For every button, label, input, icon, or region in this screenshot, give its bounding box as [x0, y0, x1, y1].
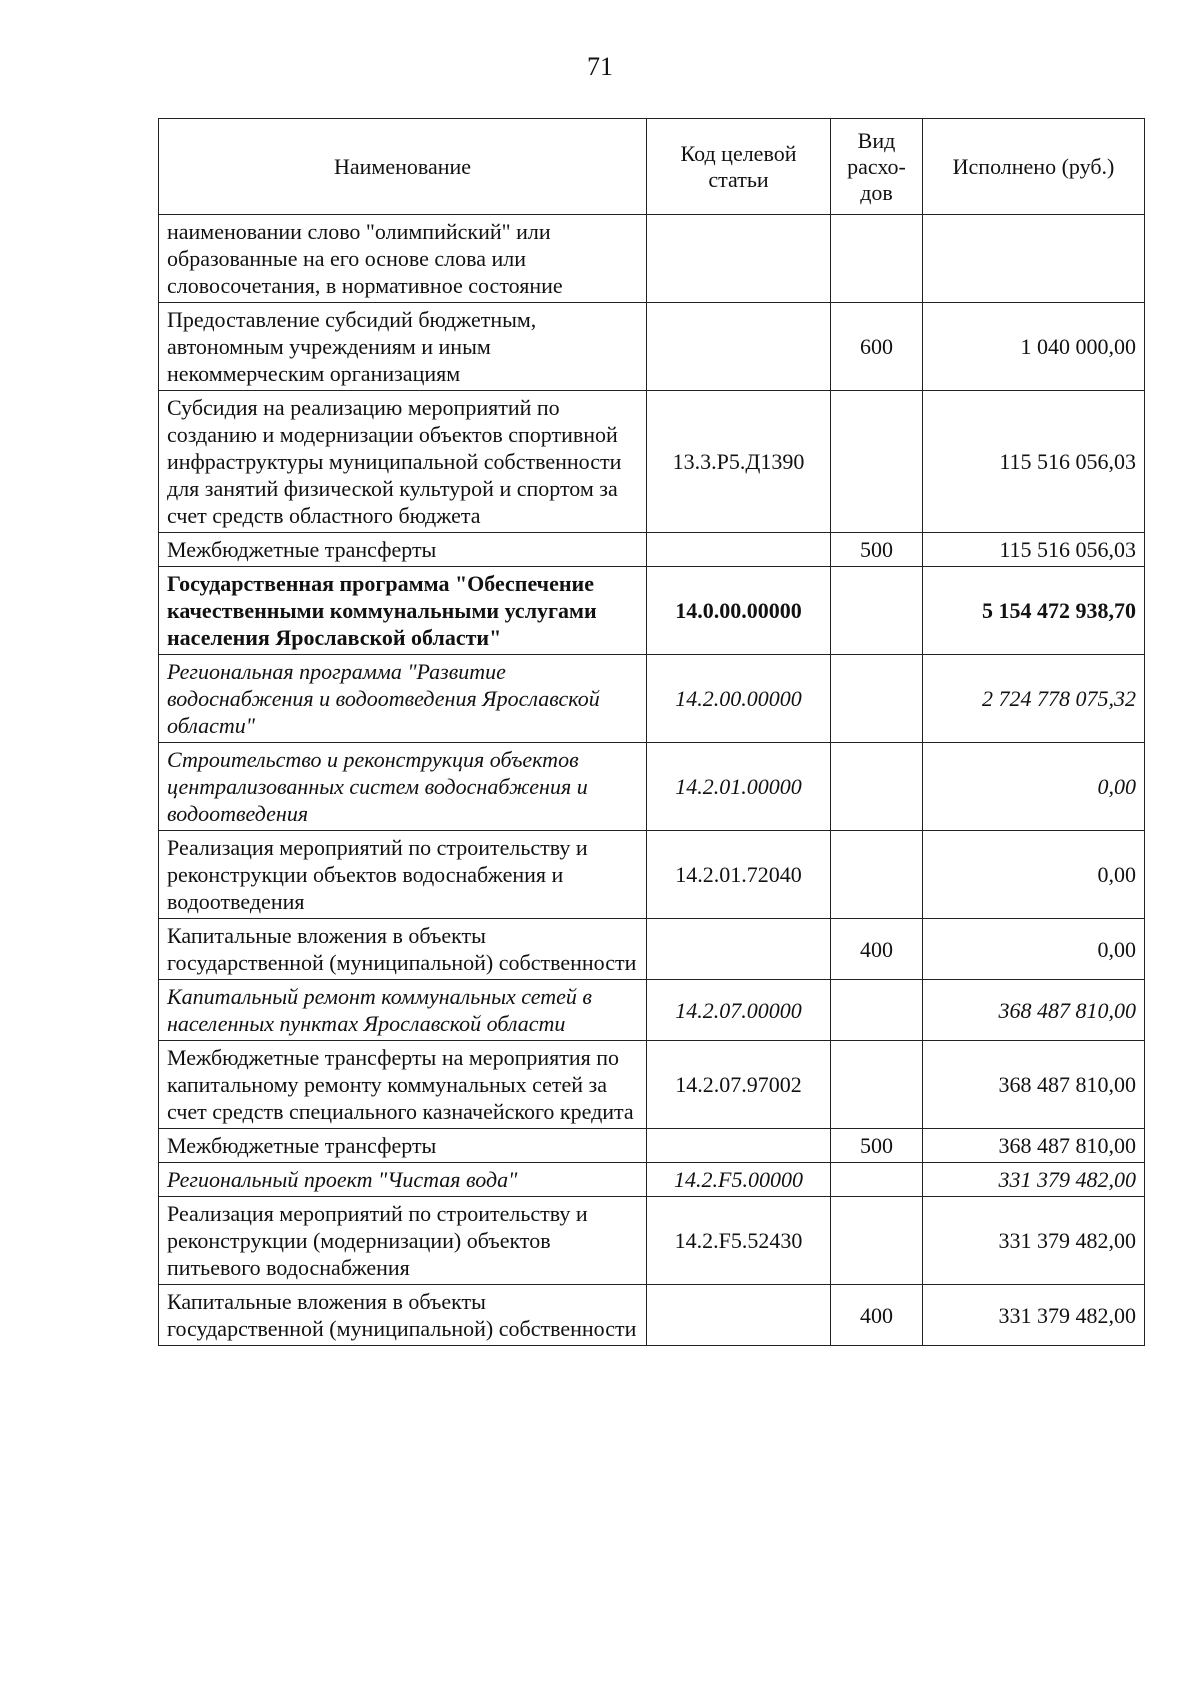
row-kind — [831, 831, 923, 919]
table-row — [159, 919, 1145, 980]
table-row — [159, 1129, 1145, 1163]
row-kind — [831, 743, 923, 831]
page-number: 71 — [587, 52, 613, 81]
row-amount: 0,00 — [923, 831, 1145, 919]
table-header-row — [159, 119, 1145, 215]
header-code: Код целевой статьи — [647, 119, 831, 215]
table-row — [159, 533, 1145, 567]
table-row — [159, 655, 1145, 743]
row-code — [647, 533, 831, 567]
row-amount: 0,00 — [923, 919, 1145, 980]
row-amount: 368 487 810,00 — [923, 1041, 1145, 1129]
table-row — [159, 303, 1145, 391]
row-code: 14.2.F5.52430 — [647, 1197, 831, 1285]
row-code — [647, 1129, 831, 1163]
row-amount: 368 487 810,00 — [923, 1129, 1145, 1163]
table-row — [159, 1163, 1145, 1197]
row-amount: 1 040 000,00 — [923, 303, 1145, 391]
row-name: Региональная программа "Развитие водоснабжения и водоотведения Ярославской области" — [159, 655, 647, 743]
row-amount: 331 379 482,00 — [923, 1197, 1145, 1285]
table-row — [159, 1197, 1145, 1285]
table-row — [159, 980, 1145, 1041]
row-kind — [831, 1041, 923, 1129]
row-amount: 115 516 056,03 — [923, 391, 1145, 533]
row-code: 14.2.07.97002 — [647, 1041, 831, 1129]
table-row — [159, 215, 1145, 303]
row-code: 14.0.00.00000 — [647, 567, 831, 655]
table-row — [159, 567, 1145, 655]
table-row — [159, 1285, 1145, 1346]
row-kind — [831, 215, 923, 303]
header-name: Наименование — [159, 119, 647, 215]
row-amount — [923, 215, 1145, 303]
row-amount: 2 724 778 075,32 — [923, 655, 1145, 743]
row-name: Строительство и реконструкция объектов централизованных систем водоснабжения и водоотведения — [159, 743, 647, 831]
row-code — [647, 215, 831, 303]
row-code: 14.2.F5.00000 — [647, 1163, 831, 1197]
row-code — [647, 303, 831, 391]
row-kind — [831, 567, 923, 655]
row-name: Капитальные вложения в объекты государственной (муниципальной) собственности — [159, 919, 647, 980]
row-code: 13.3.Р5.Д1390 — [647, 391, 831, 533]
row-name: Государственная программа "Обеспечение качественными коммунальными услугами населения Ярославской области" — [159, 567, 647, 655]
row-amount: 368 487 810,00 — [923, 980, 1145, 1041]
row-code: 14.2.01.00000 — [647, 743, 831, 831]
row-name: Субсидия на реализацию мероприятий по созданию и модернизации объектов спортивной инфраструктуры муниципальной собственности для занятий физической культурой и спортом за счет средств областного бюджета — [159, 391, 647, 533]
budget-table — [158, 118, 1145, 1346]
table-row — [159, 1041, 1145, 1129]
row-kind: 400 — [831, 919, 923, 980]
row-name: Межбюджетные трансферты — [159, 533, 647, 567]
row-name: Капитальный ремонт коммунальных сетей в населенных пунктах Ярославской области — [159, 980, 647, 1041]
row-kind: 600 — [831, 303, 923, 391]
table-row — [159, 391, 1145, 533]
row-name: Капитальные вложения в объекты государственной (муниципальной) собственности — [159, 1285, 647, 1346]
row-code: 14.2.01.72040 — [647, 831, 831, 919]
row-amount: 5 154 472 938,70 — [923, 567, 1145, 655]
row-kind: 500 — [831, 533, 923, 567]
row-name: Реализация мероприятий по строительству и реконструкции объектов водоснабжения и водоотведения — [159, 831, 647, 919]
row-kind: 400 — [831, 1285, 923, 1346]
row-amount: 115 516 056,03 — [923, 533, 1145, 567]
row-kind: 500 — [831, 1129, 923, 1163]
row-name: Межбюджетные трансферты — [159, 1129, 647, 1163]
row-amount: 0,00 — [923, 743, 1145, 831]
row-code: 14.2.07.00000 — [647, 980, 831, 1041]
row-code — [647, 1285, 831, 1346]
row-kind — [831, 980, 923, 1041]
row-kind — [831, 1163, 923, 1197]
row-amount: 331 379 482,00 — [923, 1285, 1145, 1346]
row-code — [647, 919, 831, 980]
header-kind: Вид расхо-дов — [831, 119, 923, 215]
row-name: Реализация мероприятий по строительству и реконструкции (модернизации) объектов питьевого водоснабжения — [159, 1197, 647, 1285]
row-name: Предоставление субсидий бюджетным, автономным учреждениям и иным некоммерческим организациям — [159, 303, 647, 391]
row-kind — [831, 1197, 923, 1285]
table-row — [159, 831, 1145, 919]
row-amount: 331 379 482,00 — [923, 1163, 1145, 1197]
table-row — [159, 743, 1145, 831]
row-code: 14.2.00.00000 — [647, 655, 831, 743]
header-amount: Исполнено (руб.) — [923, 119, 1145, 215]
row-name: наименовании слово "олимпийский" или образованные на его основе слова или словосочетания, в нормативное состояние — [159, 215, 647, 303]
row-kind — [831, 391, 923, 533]
row-kind — [831, 655, 923, 743]
row-name: Межбюджетные трансферты на мероприятия по капитальному ремонту коммунальных сетей за счет средств специального казначейского кредита — [159, 1041, 647, 1129]
row-name: Региональный проект "Чистая вода" — [159, 1163, 647, 1197]
